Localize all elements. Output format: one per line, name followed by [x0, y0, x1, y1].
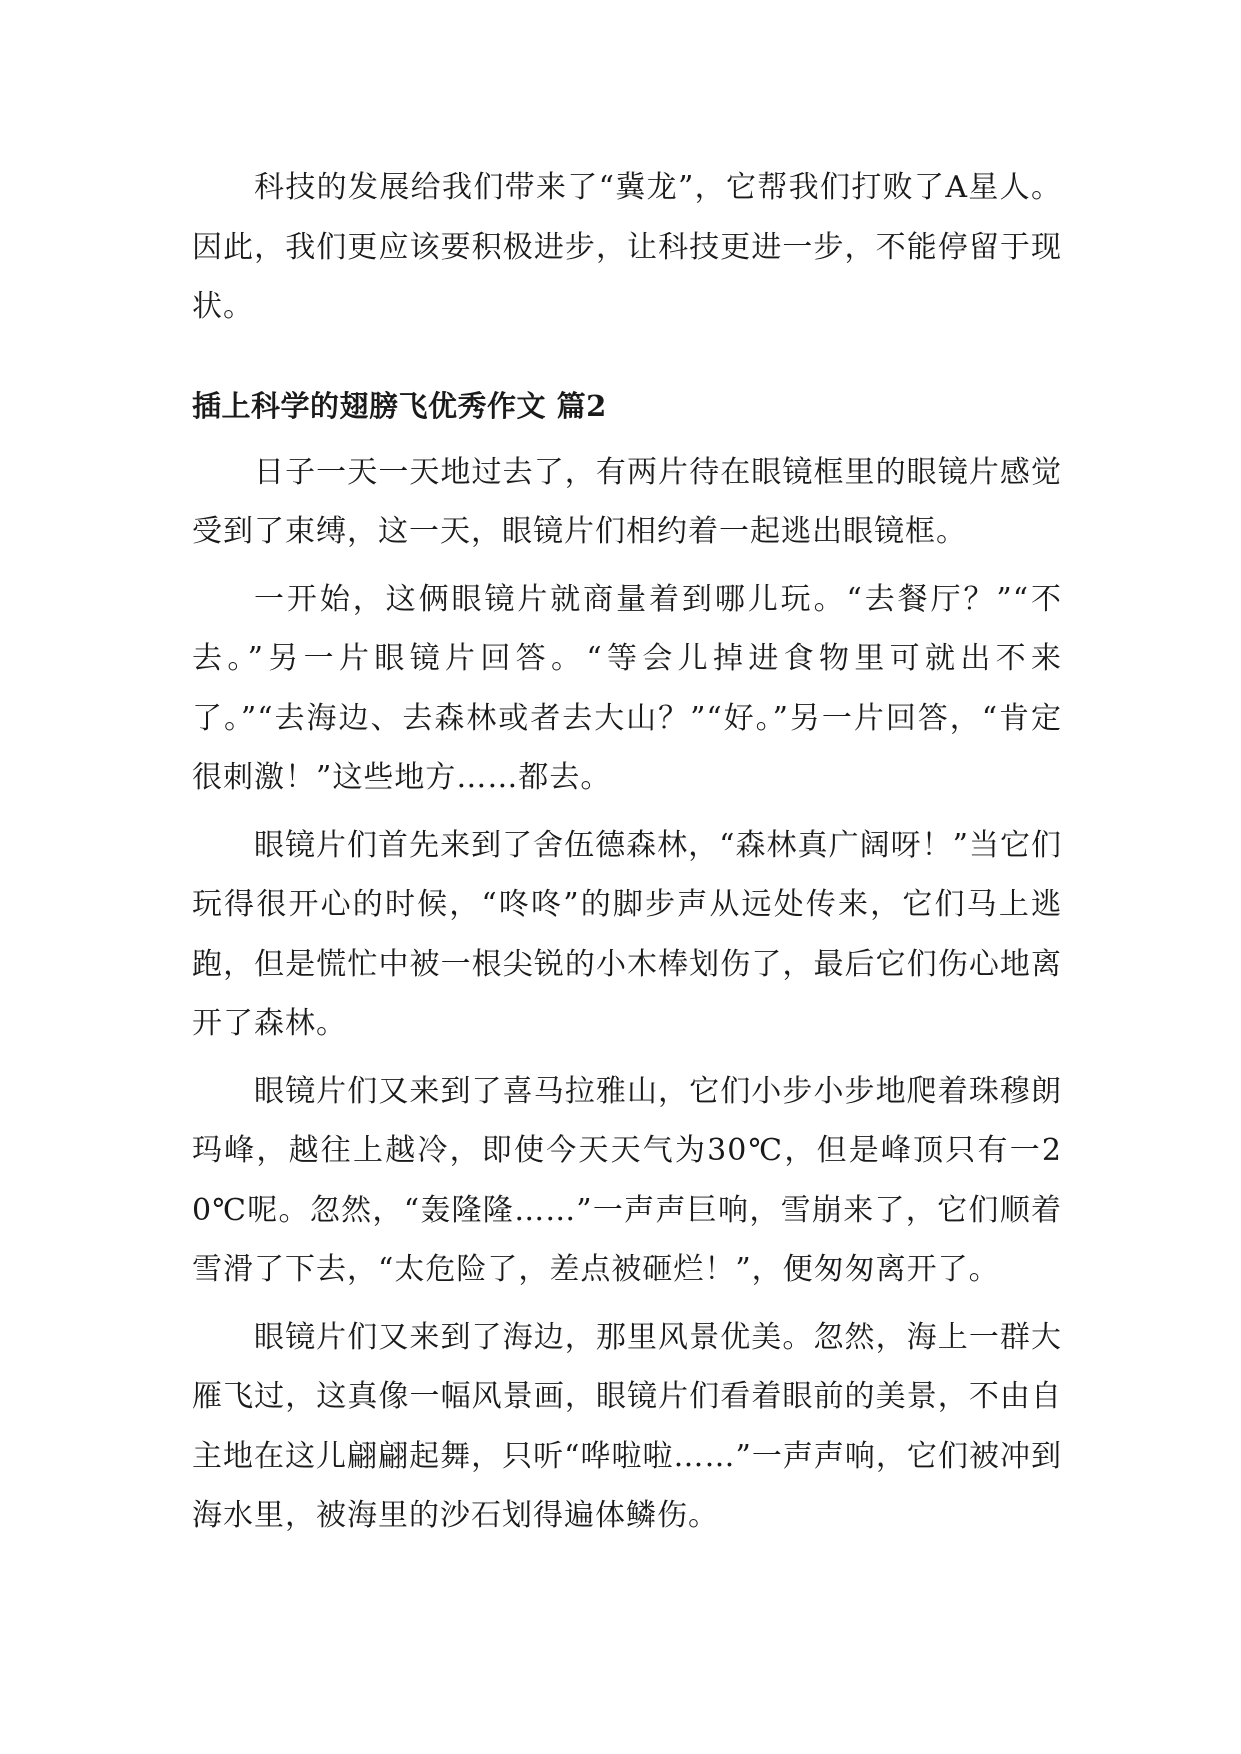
body-paragraph-3: 眼镜片们首先来到了舍伍德森林，“森林真广阔呀！”当它们玩得很开心的时候，“咚咚”的脚步声从远处传来，它们马上逃跑，但是慌忙中被一根尖锐的小木棒划伤了，最后它们伤心地离开了森林。: [192, 827, 1062, 1041]
body-paragraph-4: 眼镜片们又来到了喜马拉雅山，它们小步小步地爬着珠穆朗玛峰，越往上越冷，即使今天天气为30℃，但是峰顶只有一20℃呢。忽然，“轰隆隆……”一声声巨响，雪崩来了，它们顺着雪滑了下去，“太危险了，差点被砸烂！”，便匆匆离开了。: [192, 1073, 1062, 1287]
document-page: [192, 158, 1062, 1554]
body-paragraph-2: 一开始，这俩眼镜片就商量着到哪儿玩。“去餐厅？”“不去。”另一片眼镜片回答。“等会儿掉进食物里可就出不来了。”“去海边、去森林或者去大山？”“好。”另一片回答，“肯定很刺激！”这些地方……都去。: [192, 581, 1062, 795]
intro-paragraph: 科技的发展给我们带来了“冀龙”，它帮我们打败了A星人。因此，我们更应该要积极进步，让科技更进一步，不能停留于现状。: [192, 170, 1062, 324]
section-title: 插上科学的翅膀飞优秀作文 篇2: [192, 388, 607, 423]
body-paragraph-1: 日子一天一天地过去了，有两片待在眼镜框里的眼镜片感觉受到了束缚，这一天，眼镜片们相约着一起逃出眼镜框。: [192, 454, 1062, 549]
body-paragraph-5: 眼镜片们又来到了海边，那里风景优美。忽然，海上一群大雁飞过，这真像一幅风景画，眼镜片们看着眼前的美景，不由自主地在这儿翩翩起舞，只听“哗啦啦……”一声声响，它们被冲到海水里，被海里的沙石划得遍体鳞伤。: [192, 1319, 1062, 1533]
